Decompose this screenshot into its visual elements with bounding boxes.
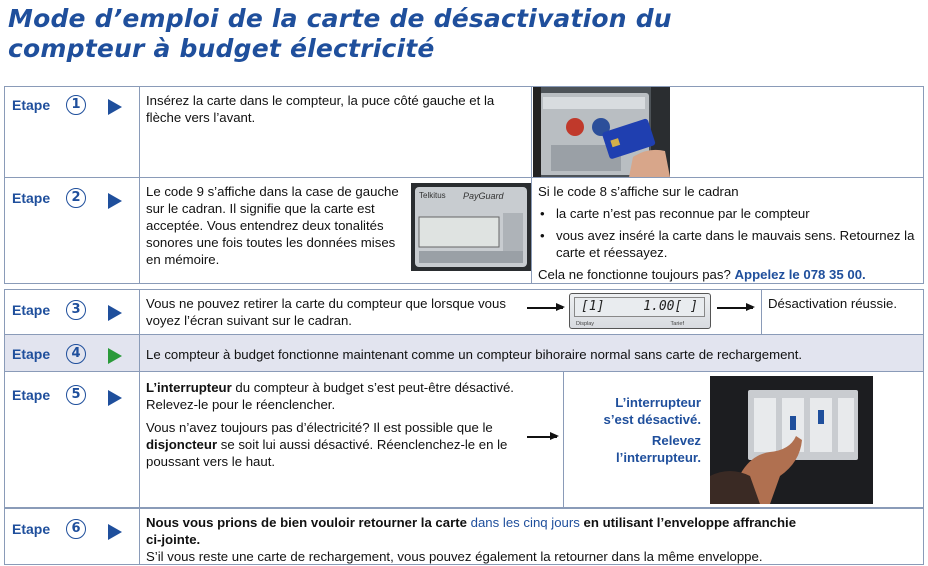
step-3-text: Vous ne pouvez retirer la carte du compteur que lorsque vous voyez l’écran suivant sur le cadran. (146, 296, 506, 328)
step-2-text: Le code 9 s’affiche dans la case de gauche sur le cadran. Il signifie que la carte est acceptée. Vous entendrez deux tonalités sonores une fois toutes les données mises en mémoire. (146, 184, 399, 267)
step-1-row (4, 86, 924, 178)
code8-heading: Si le code 8 s’affiche sur le cadran (538, 184, 739, 199)
step-5-p2-post: se soit lui aussi désactivé. Réenclenchez-le en le poussant vers le haut. (146, 437, 508, 469)
step-2-code8-panel (538, 183, 918, 283)
step-5-arrow-icon (108, 390, 122, 406)
step-1-label-cell (5, 87, 140, 177)
step-5-row (4, 371, 924, 508)
step-3-row (4, 289, 924, 335)
switch-term: L’interrupteur (146, 380, 232, 395)
step-4-number: 4 (66, 344, 86, 364)
callout-line-4: l’interrupteur. (616, 450, 701, 465)
step-6-arrow-icon (108, 524, 122, 540)
callout-line-3: Relevez (651, 433, 701, 448)
step-5-p1-rest: du compteur à budget s’est peut-être désactivé. Relevez-le pour le réenclencher. (146, 380, 514, 412)
step-5-arrow-right-icon (527, 436, 557, 438)
step-3-arrow-right-icon (527, 307, 563, 309)
code8-bullet-1: • la carte n’est pas reconnue par le compteur (538, 205, 918, 222)
step-5-divider (563, 372, 564, 507)
breaker-switch-photo (710, 376, 873, 504)
step-2-number: 2 (66, 188, 86, 208)
display-caption-right: Tarief (670, 321, 684, 327)
code8-footer (538, 266, 918, 283)
callout-line-1: L’interrupteur (615, 395, 701, 410)
step-1-divider (531, 87, 532, 177)
code8-list (538, 205, 918, 261)
step-5-text (146, 379, 516, 470)
step-6-label: Etape (12, 521, 51, 537)
display-caption-left: Display (576, 321, 595, 327)
step-5-p2-pre: Vous n’avez toujours pas d’électricité? Il est possible que le (146, 420, 493, 435)
step-2-label-cell (5, 178, 140, 283)
display-left-value: [1] (581, 299, 605, 314)
step-4-text: Le compteur à budget fonctionne maintenant comme un compteur bihoraire normal sans carte de rechargement. (146, 347, 803, 362)
code8-footer-text: Cela ne fonctionne toujours pas? (538, 267, 735, 282)
step-1-arrow-icon (108, 99, 122, 115)
step-5-number: 5 (66, 385, 86, 405)
step-1-number: 1 (66, 95, 86, 115)
step-2-label: Etape (12, 190, 51, 206)
callout-line-2: s’est désactivé. (603, 412, 701, 427)
step-6-number: 6 (66, 519, 86, 539)
step-2-divider (531, 178, 532, 283)
title-line-1: Mode d’emploi de la carte de désactivation du (8, 4, 672, 33)
step-6-line-1-pre: Nous vous prions de bien vouloir retourner la carte (146, 515, 471, 530)
step-5-paragraph-1 (146, 379, 516, 413)
step-4-label-cell (5, 335, 140, 371)
payguard-meter-photo (411, 183, 531, 271)
step-4-row (4, 334, 924, 372)
step-6-label-cell (5, 509, 140, 564)
step-6-row (4, 508, 924, 565)
step-6-line-1 (146, 514, 918, 531)
step-3-divider (761, 290, 762, 334)
display-right-value: 1.00[ ] (643, 299, 698, 314)
step-4-arrow-icon (108, 348, 122, 364)
step-3-arrow-icon (108, 305, 122, 321)
step-1-text: Insérez la carte dans le compteur, la puce côté gauche et la flèche vers l’avant. (146, 93, 495, 125)
meter-display (569, 293, 711, 329)
step-6-line-3: S’il vous reste une carte de rechargement, vous pouvez également la retourner dans la même enveloppe. (146, 549, 763, 564)
switch-callout (577, 394, 701, 466)
device-name: PayGuard (463, 191, 504, 201)
device-brand: Telkitus (419, 191, 446, 200)
step-3-arrow-result-icon (717, 307, 753, 309)
step-1-label: Etape (12, 97, 51, 113)
step-2-row (4, 177, 924, 284)
page-title (8, 4, 908, 64)
step-6-line-2: ci-jointe. (146, 532, 201, 547)
step-3-number: 3 (66, 300, 86, 320)
helpline-call: Appelez le 078 35 00. (734, 267, 866, 282)
deactivation-result: Désactivation réussie. (768, 296, 898, 311)
meter-card-photo (533, 87, 670, 177)
code8-bullet-2: • vous avez inséré la carte dans le mauvais sens. Retournez la carte et réessayez. (538, 227, 918, 261)
step-5-label-cell (5, 372, 140, 507)
step-4-label: Etape (12, 346, 51, 362)
breaker-term: disjoncteur (146, 437, 218, 452)
step-6-line-1-post: en utilisant l’enveloppe affranchie (579, 515, 797, 530)
step-6-text (146, 514, 918, 565)
step-5-paragraph-2 (146, 419, 516, 470)
step-3-label: Etape (12, 302, 51, 318)
step-2-arrow-icon (108, 193, 122, 209)
title-line-2: compteur à budget électricité (8, 34, 435, 63)
step-5-label: Etape (12, 387, 51, 403)
step-3-label-cell (5, 290, 140, 334)
deadline-text: dans les cinq jours (470, 515, 580, 530)
meter-display-screen (574, 297, 705, 317)
